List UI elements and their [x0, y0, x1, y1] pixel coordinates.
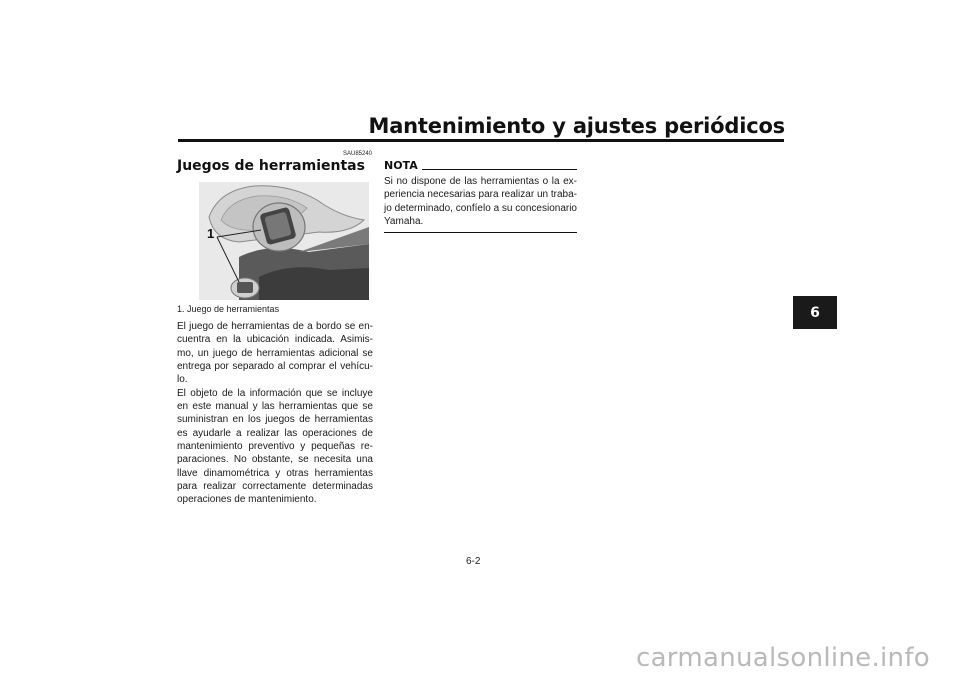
- note-end-rule: [384, 232, 577, 233]
- note-box: [384, 159, 577, 233]
- page-title: Mantenimiento y ajustes periódicos: [368, 114, 785, 138]
- figure-caption: 1. Juego de herramientas: [177, 304, 280, 314]
- motorcycle-seat-illustration: [199, 182, 369, 300]
- note-rule: [422, 169, 577, 170]
- toolkit-figure: [199, 182, 369, 300]
- paragraph: El juego de herramientas de a bordo se en-cuentra en la ubicación indicada. Asimis-mo, un juego de herramientas adicional se entrega por separado al comprar el vehícu-lo.: [177, 321, 373, 386]
- note-label: NOTA: [384, 159, 418, 172]
- watermark: carmanualsonline.info: [635, 643, 930, 673]
- section-code: SAU85240: [343, 151, 373, 157]
- paragraph: El objeto de la información que se incluye en este manual y las herramientas que se suministran en los juegos de herramientas es ayudarle a realizar las operaciones de mantenimiento preventivo y pequeñas re-paraciones. No obstante, se necesita una llave dinamométrica y otras herramientas para realizar correctamente determinadas operaciones de mantenimiento.: [177, 387, 373, 506]
- note-text: Si no dispone de las herramientas o la ex-periencia necesarias para realizar un traba-jo determinado, confíelo a su concesionario Yamaha.: [384, 176, 577, 228]
- title-rule: [178, 139, 784, 142]
- page-number: 6-2: [466, 556, 481, 567]
- figure-callout: 1: [207, 226, 215, 241]
- section-heading: Juegos de herramientas: [177, 158, 365, 174]
- chapter-tab: 6: [793, 296, 837, 329]
- section-body: [177, 320, 373, 507]
